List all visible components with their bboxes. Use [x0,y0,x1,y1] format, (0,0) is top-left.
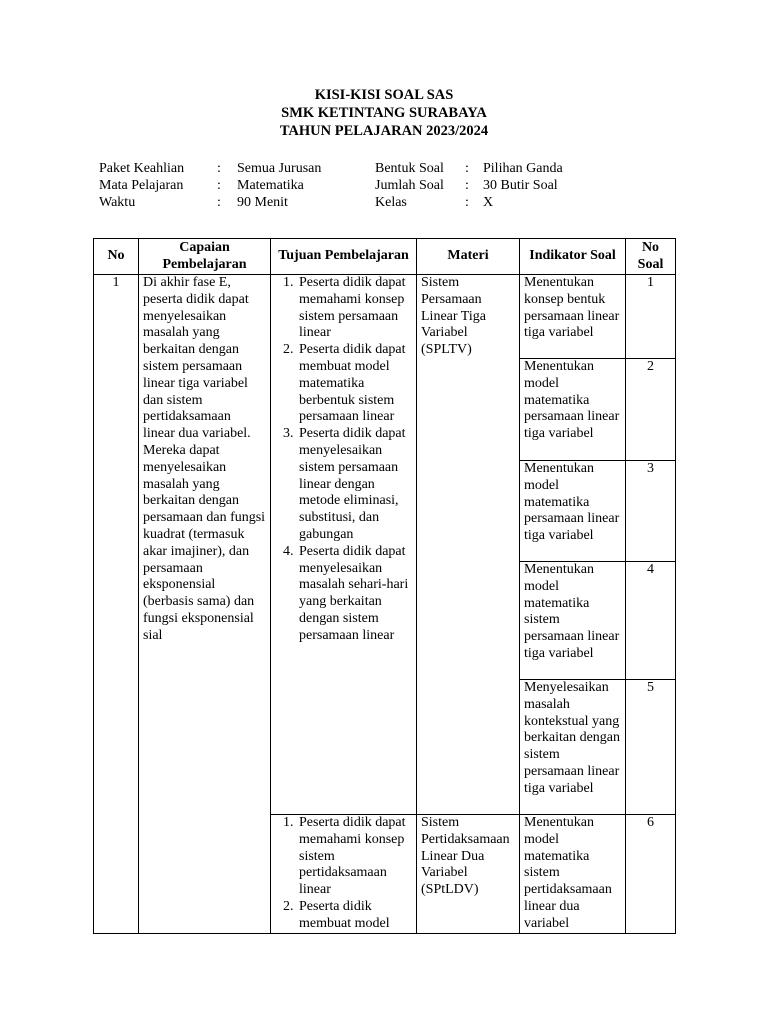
meta-separator: : [217,195,221,210]
meta-value: 90 Menit [237,195,288,210]
meta-value-2: X [483,195,494,210]
cell-indikator: Menentukan konsep bentuk persamaan linear tiga variabel [520,275,626,359]
meta-label: Mata Pelajaran [99,178,184,193]
meta-value: Semua Jurusan [237,161,322,176]
kisi-kisi-table [93,238,676,934]
title-line-2: SMK KETINTANG SURABAYA [281,105,487,121]
cell-capaian: Di akhir fase E, peserta didik dapat menyelesaikan masalah yang berkaitan dengan sistem persamaan linear tiga variabel dan sistem pertidaksamaan linear dua variabel. Mereka dapat menyelesaikan masalah yang berkaitan dengan persamaan dan fungsi kuadrat (termasuk akar imajiner), dan persamaan eksponensial (berbasis sama) dan fungsi eksponensial sial [139,275,271,934]
meta-separator: : [217,161,221,176]
title-line-1: KISI-KISI SOAL SAS [314,87,454,103]
meta-label-2: Bentuk Soal [375,161,444,176]
cell-tujuan [271,275,417,815]
meta-label-2: Kelas [375,195,407,210]
document-meta [99,160,563,211]
cell-no: 1 [94,275,139,934]
header-capaian: Capaian Pembelajaran [139,239,271,275]
header-no-soal: No Soal [626,239,676,275]
cell-indikator: Menentukan model matematika persamaan linear tiga variabel [520,461,626,562]
title-line-3: TAHUN PELAJARAN 2023/2024 [279,123,489,139]
meta-value-2: 30 Butir Soal [483,178,558,193]
tujuan-list [275,815,412,933]
header-tujuan: Tujuan Pembelajaran [271,239,417,275]
meta-value: Matematika [237,178,304,193]
meta-separator-2: : [465,178,469,193]
table-row [94,275,676,359]
table-header-row [94,239,676,275]
cell-indikator: Menentukan model matematika persamaan linear tiga variabel [520,359,626,461]
header-materi: Materi [417,239,520,275]
meta-label-2: Jumlah Soal [375,178,444,193]
tujuan-item: 1. Peserta didik dapat memahami konsep sistem persamaan linear [297,275,412,342]
header-indikator: Indikator Soal [520,239,626,275]
tujuan-item: 2. Peserta didik dapat membuat model matematika berbentuk sistem persamaan linear [297,342,412,426]
tujuan-item: 4. Peserta didik dapat menyelesaikan masalah sehari-hari yang berkaitan dengan sistem persamaan linear [297,544,412,645]
cell-indikator: Menentukan model matematika sistem persamaan linear tiga variabel [520,562,626,680]
meta-row [99,160,563,177]
cell-no-soal: 4 [626,562,676,680]
header-no: No [94,239,139,275]
meta-row [99,194,563,211]
cell-no-soal: 3 [626,461,676,562]
cell-no-soal: 6 [626,815,676,934]
cell-indikator: Menyelesaikan masalah kontekstual yang berkaitan dengan sistem persamaan linear tiga variabel [520,680,626,815]
meta-value-2: Pilihan Ganda [483,161,563,176]
cell-materi: Sistem Persamaan Linear Tiga Variabel (SPLTV) [417,275,520,815]
cell-tujuan [271,815,417,934]
document-title [0,86,768,140]
tujuan-list [275,275,412,645]
tujuan-item: 1. Peserta didik dapat memahami konsep sistem pertidaksamaan linear [297,815,412,899]
meta-separator: : [217,178,221,193]
cell-no-soal: 5 [626,680,676,815]
meta-separator-2: : [465,195,469,210]
tujuan-item: 3. Peserta didik dapat menyelesaikan sistem persamaan linear dengan metode eliminasi, substitusi, dan gabungan [297,426,412,544]
meta-row [99,177,563,194]
cell-materi: Sistem Pertidaksamaan Linear Dua Variabel (SPtLDV) [417,815,520,934]
cell-indikator: Menentukan model matematika sistem pertidaksamaan linear dua variabel [520,815,626,934]
cell-no-soal: 1 [626,275,676,359]
tujuan-item: 2. Peserta didik membuat model [297,899,412,933]
meta-separator-2: : [465,161,469,176]
cell-no-soal: 2 [626,359,676,461]
meta-label: Paket Keahlian [99,161,185,176]
meta-label: Waktu [99,195,136,210]
